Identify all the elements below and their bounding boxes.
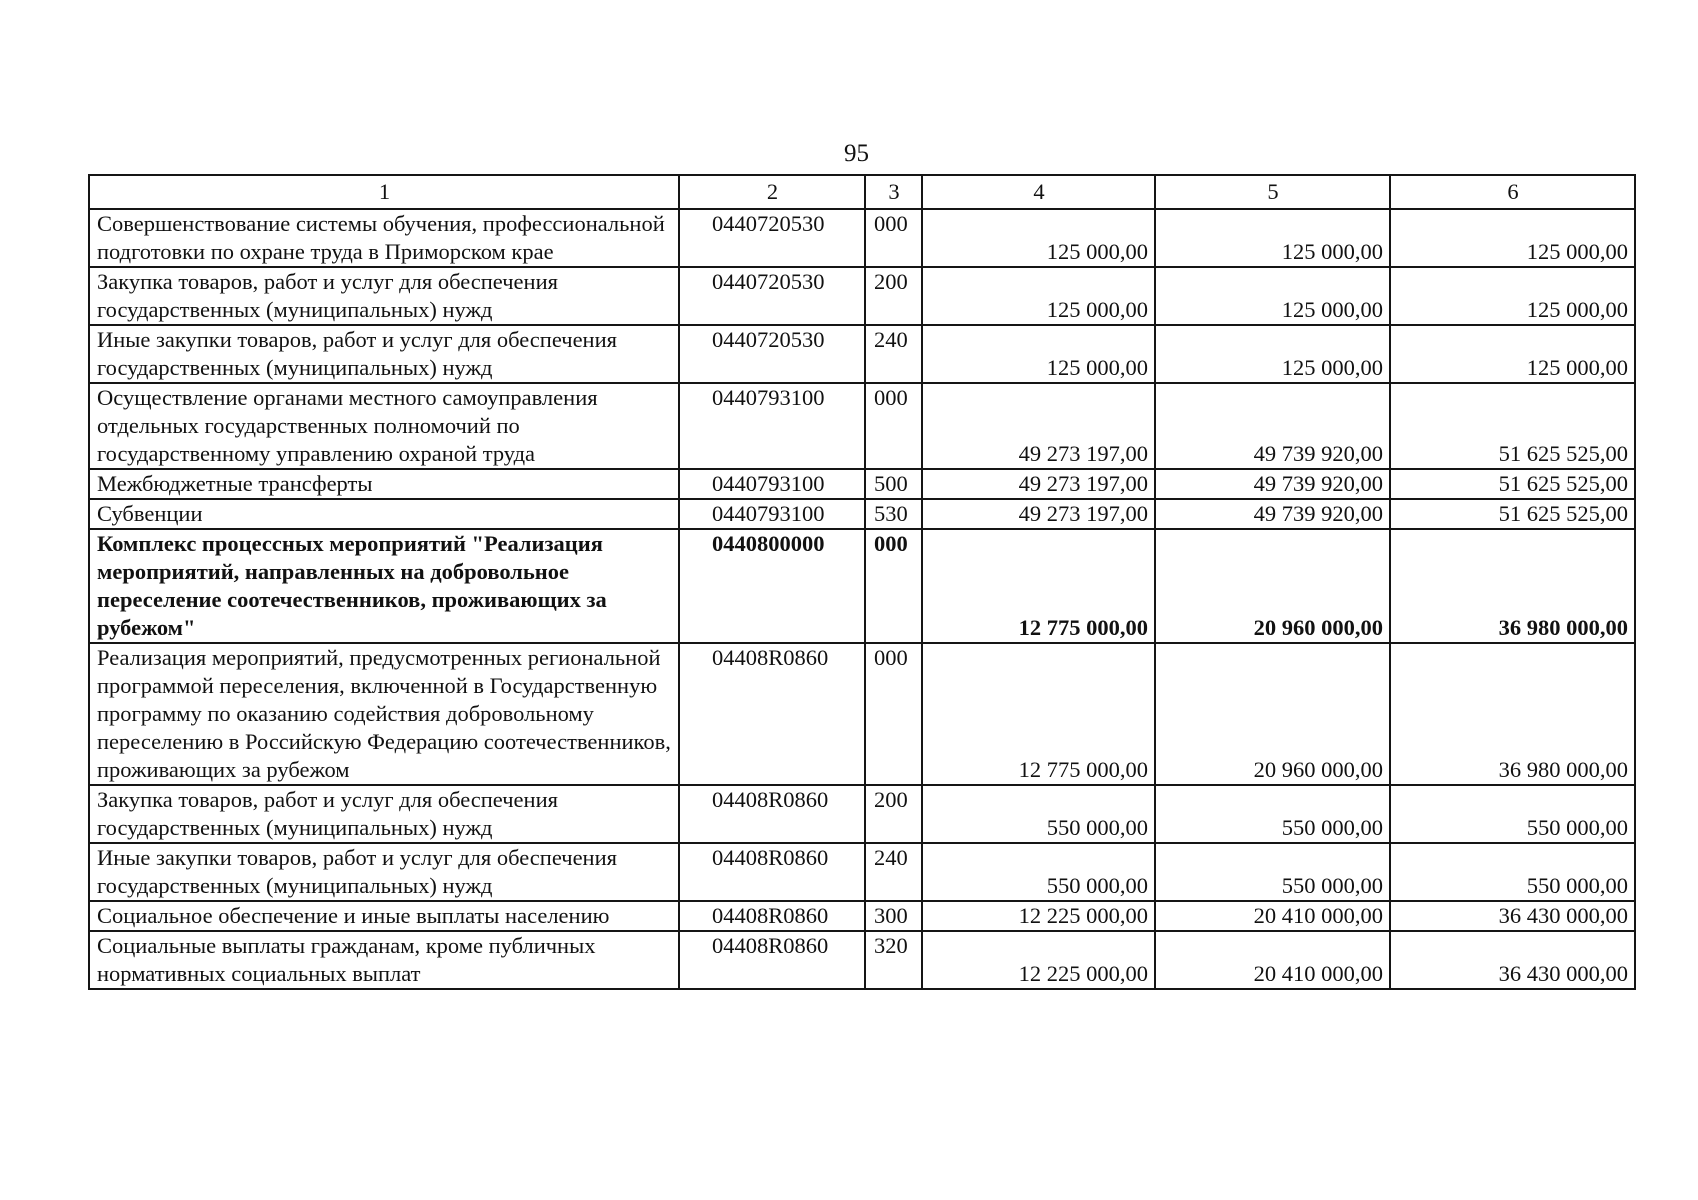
row-expense-type: 240 xyxy=(865,325,922,383)
row-expense-type: 200 xyxy=(865,785,922,843)
column-header-4: 4 xyxy=(922,175,1155,209)
row-value-col6: 36 430 000,00 xyxy=(1390,901,1635,931)
row-program-code: 0440720530 xyxy=(679,325,865,383)
row-program-code: 0440720530 xyxy=(679,209,865,267)
row-value-col4: 550 000,00 xyxy=(922,785,1155,843)
row-value-col4: 125 000,00 xyxy=(922,267,1155,325)
row-expense-type: 200 xyxy=(865,267,922,325)
table-row xyxy=(89,901,1635,931)
row-value-col6: 125 000,00 xyxy=(1390,209,1635,267)
row-name: Закупка товаров, работ и услуг для обеспечения государственных (муниципальных) нужд xyxy=(89,267,679,325)
row-value-col6: 36 980 000,00 xyxy=(1390,529,1635,643)
row-expense-type: 000 xyxy=(865,209,922,267)
row-value-col6: 36 430 000,00 xyxy=(1390,931,1635,989)
row-value-col5: 20 410 000,00 xyxy=(1155,901,1390,931)
row-name: Социальное обеспечение и иные выплаты населению xyxy=(89,901,679,931)
row-value-col4: 12 225 000,00 xyxy=(922,931,1155,989)
row-expense-type: 000 xyxy=(865,643,922,785)
row-value-col4: 12 775 000,00 xyxy=(922,643,1155,785)
row-value-col4: 49 273 197,00 xyxy=(922,499,1155,529)
row-program-code: 0440793100 xyxy=(679,469,865,499)
table-row xyxy=(89,325,1635,383)
column-header-1: 1 xyxy=(89,175,679,209)
table-row xyxy=(89,843,1635,901)
row-value-col5: 20 410 000,00 xyxy=(1155,931,1390,989)
row-value-col5: 49 739 920,00 xyxy=(1155,383,1390,469)
row-value-col6: 51 625 525,00 xyxy=(1390,499,1635,529)
row-expense-type: 000 xyxy=(865,529,922,643)
row-value-col5: 49 739 920,00 xyxy=(1155,469,1390,499)
row-expense-type: 300 xyxy=(865,901,922,931)
table-row xyxy=(89,499,1635,529)
table-row xyxy=(89,209,1635,267)
row-value-col6: 550 000,00 xyxy=(1390,785,1635,843)
row-value-col4: 125 000,00 xyxy=(922,325,1155,383)
row-name: Иные закупки товаров, работ и услуг для обеспечения государственных (муниципальных) нужд xyxy=(89,843,679,901)
row-name: Межбюджетные трансферты xyxy=(89,469,679,499)
row-value-col6: 550 000,00 xyxy=(1390,843,1635,901)
row-name: Субвенции xyxy=(89,499,679,529)
column-header-2: 2 xyxy=(679,175,865,209)
row-name: Комплекс процессных мероприятий "Реализация мероприятий, направленных на добровольное переселение соотечественников, проживающих за рубежом" xyxy=(89,529,679,643)
row-expense-type: 240 xyxy=(865,843,922,901)
row-expense-type: 530 xyxy=(865,499,922,529)
header-row xyxy=(89,175,1635,209)
row-name: Социальные выплаты гражданам, кроме публичных нормативных социальных выплат xyxy=(89,931,679,989)
row-value-col6: 125 000,00 xyxy=(1390,267,1635,325)
column-header-6: 6 xyxy=(1390,175,1635,209)
column-header-5: 5 xyxy=(1155,175,1390,209)
column-header-3: 3 xyxy=(865,175,922,209)
row-value-col5: 125 000,00 xyxy=(1155,267,1390,325)
row-value-col5: 125 000,00 xyxy=(1155,325,1390,383)
row-value-col6: 51 625 525,00 xyxy=(1390,469,1635,499)
row-program-code: 04408R0860 xyxy=(679,785,865,843)
row-value-col4: 12 775 000,00 xyxy=(922,529,1155,643)
row-value-col5: 125 000,00 xyxy=(1155,209,1390,267)
row-value-col5: 550 000,00 xyxy=(1155,785,1390,843)
table-row xyxy=(89,267,1635,325)
row-value-col4: 49 273 197,00 xyxy=(922,469,1155,499)
row-value-col4: 12 225 000,00 xyxy=(922,901,1155,931)
row-program-code: 04408R0860 xyxy=(679,643,865,785)
row-value-col5: 20 960 000,00 xyxy=(1155,643,1390,785)
row-expense-type: 320 xyxy=(865,931,922,989)
row-program-code: 0440720530 xyxy=(679,267,865,325)
row-name: Иные закупки товаров, работ и услуг для обеспечения государственных (муниципальных) нужд xyxy=(89,325,679,383)
page-number: 95 xyxy=(844,140,869,167)
table-row xyxy=(89,529,1635,643)
row-name: Реализация мероприятий, предусмотренных региональной программой переселения, включенной в Государственную программу по оказанию содействия добровольному переселению в Российскую Федерацию соотечественников, проживающих за рубежом xyxy=(89,643,679,785)
row-value-col6: 51 625 525,00 xyxy=(1390,383,1635,469)
row-name: Осуществление органами местного самоуправления отдельных государственных полномочий по государственному управлению охраной труда xyxy=(89,383,679,469)
row-program-code: 04408R0860 xyxy=(679,901,865,931)
row-value-col5: 49 739 920,00 xyxy=(1155,499,1390,529)
row-value-col4: 49 273 197,00 xyxy=(922,383,1155,469)
table-row xyxy=(89,931,1635,989)
table-row xyxy=(89,383,1635,469)
row-expense-type: 000 xyxy=(865,383,922,469)
row-program-code: 0440793100 xyxy=(679,499,865,529)
budget-table xyxy=(88,174,1636,990)
row-value-col4: 550 000,00 xyxy=(922,843,1155,901)
row-program-code: 04408R0860 xyxy=(679,843,865,901)
row-value-col4: 125 000,00 xyxy=(922,209,1155,267)
row-value-col6: 36 980 000,00 xyxy=(1390,643,1635,785)
row-program-code: 04408R0860 xyxy=(679,931,865,989)
row-name: Совершенствование системы обучения, профессиональной подготовки по охране труда в Приморском крае xyxy=(89,209,679,267)
row-value-col5: 20 960 000,00 xyxy=(1155,529,1390,643)
row-value-col5: 550 000,00 xyxy=(1155,843,1390,901)
row-name: Закупка товаров, работ и услуг для обеспечения государственных (муниципальных) нужд xyxy=(89,785,679,843)
row-expense-type: 500 xyxy=(865,469,922,499)
table-row xyxy=(89,643,1635,785)
table-row xyxy=(89,785,1635,843)
table-row xyxy=(89,469,1635,499)
row-program-code: 0440800000 xyxy=(679,529,865,643)
row-program-code: 0440793100 xyxy=(679,383,865,469)
row-value-col6: 125 000,00 xyxy=(1390,325,1635,383)
